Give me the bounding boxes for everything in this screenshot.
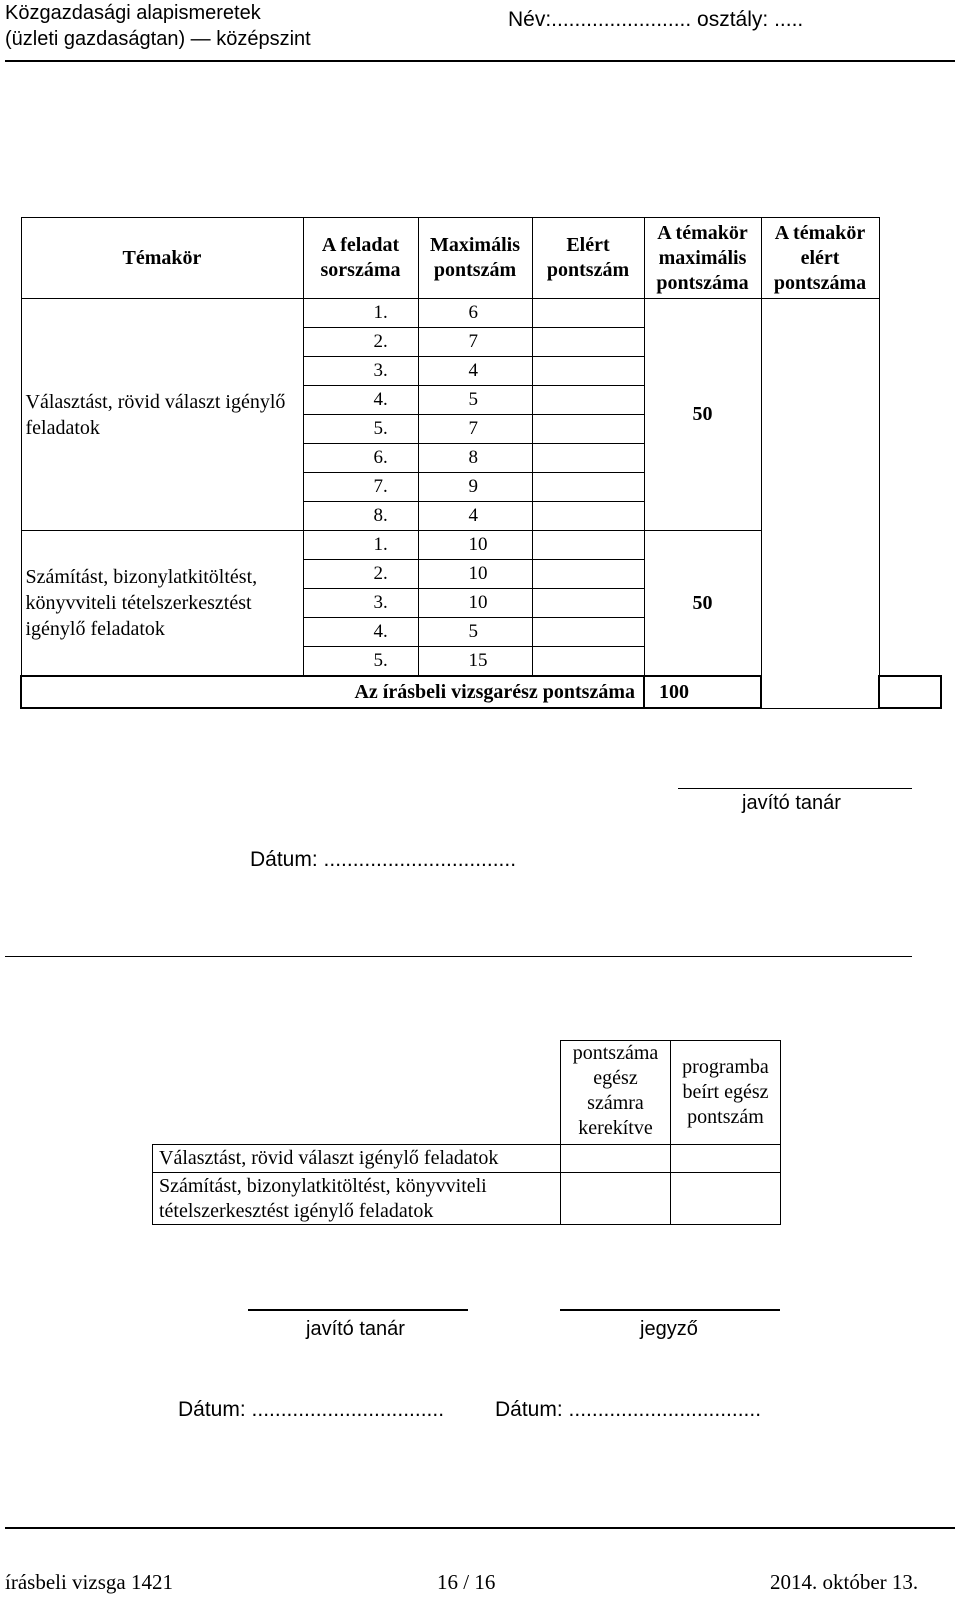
signature-line-teacher <box>248 1309 468 1311</box>
rounded-score-cell[interactable] <box>561 1173 671 1225</box>
task-achieved[interactable] <box>532 502 644 531</box>
task-achieved[interactable] <box>532 618 644 647</box>
rounded-score-cell[interactable] <box>561 1145 671 1173</box>
header-subject-line2: (üzleti gazdaságtan) — középszint <box>5 28 311 50</box>
table-row <box>153 1173 781 1225</box>
footer-date: 2014. október 13. <box>770 1570 919 1594</box>
date-field[interactable]: Dátum: ................................. <box>178 1398 445 1421</box>
task-max: 4 <box>418 357 532 386</box>
task-no: 4. <box>303 386 418 415</box>
task-achieved[interactable] <box>532 415 644 444</box>
task-no: 4. <box>303 618 418 647</box>
topic-achieved-cell[interactable] <box>761 299 879 709</box>
header-name-class: Név:........................ osztály: ..... <box>508 8 804 31</box>
task-achieved[interactable] <box>532 299 644 328</box>
date-field[interactable]: Dátum: ................................. <box>495 1398 762 1421</box>
task-no: 6. <box>303 444 418 473</box>
task-no: 2. <box>303 328 418 357</box>
col-achieved-header: Elért pontszám <box>532 218 644 299</box>
task-max: 7 <box>418 328 532 357</box>
table-row <box>21 299 941 328</box>
task-max: 15 <box>418 647 532 677</box>
task-max: 8 <box>418 444 532 473</box>
section-divider <box>5 956 912 957</box>
task-no: 1. <box>303 299 418 328</box>
header-rule <box>5 60 955 62</box>
task-max: 9 <box>418 473 532 502</box>
entered-score-cell[interactable] <box>671 1173 781 1225</box>
footer-rule <box>5 1527 955 1529</box>
task-achieved[interactable] <box>532 386 644 415</box>
footer-exam-id: írásbeli vizsga 1421 <box>5 1570 173 1594</box>
rounded-score-table <box>152 1040 781 1225</box>
topic-max-cell: 50 <box>644 531 761 677</box>
task-max: 6 <box>418 299 532 328</box>
rounded-row-label: Számítást, bizonylatkitöltést, könyvviteli tételszerkesztést igénylő feladatok <box>153 1173 561 1225</box>
footer-page-number: 16 / 16 <box>437 1570 496 1594</box>
task-achieved[interactable] <box>532 328 644 357</box>
score-table <box>20 217 942 709</box>
task-no: 5. <box>303 415 418 444</box>
col-topic-max-header: A témakör maximális pontszáma <box>644 218 761 299</box>
table-row <box>153 1145 781 1173</box>
entered-score-cell[interactable] <box>671 1145 781 1173</box>
col-rounded-header: pontszáma egész számra kerekítve <box>561 1041 671 1145</box>
score-table-header <box>21 218 941 299</box>
date-field[interactable]: Dátum: ................................. <box>250 848 517 871</box>
rounded-score-header <box>153 1041 781 1145</box>
task-max: 4 <box>418 502 532 531</box>
total-value: 100 <box>644 676 761 708</box>
task-max: 5 <box>418 618 532 647</box>
col-topic-achieved-header: A témakör elért pontszáma <box>761 218 879 299</box>
task-max: 10 <box>418 531 532 560</box>
task-no: 1. <box>303 531 418 560</box>
signature-label-notary: jegyző <box>640 1318 698 1340</box>
page-header-subject <box>5 0 311 52</box>
header-subject-line1: Közgazdasági alapismeretek <box>5 2 261 24</box>
task-achieved[interactable] <box>532 647 644 677</box>
rounded-row-label: Választást, rövid választ igénylő feladatok <box>153 1145 561 1173</box>
topic-cell: Választást, rövid választ igénylő feladatok <box>21 299 303 531</box>
total-achieved[interactable] <box>879 676 941 708</box>
task-max: 5 <box>418 386 532 415</box>
task-no: 2. <box>303 560 418 589</box>
signature-label-teacher: javító tanár <box>742 792 841 814</box>
topic-cell: Számítást, bizonylatkitöltést, könyvviteli tételszerkesztést igénylő feladatok <box>21 531 303 677</box>
signature-line <box>678 788 912 789</box>
col-entered-header: programba beírt egész pontszám <box>671 1041 781 1145</box>
task-max: 7 <box>418 415 532 444</box>
col-task-no-header: A feladat sorszáma <box>303 218 418 299</box>
task-achieved[interactable] <box>532 444 644 473</box>
task-no: 3. <box>303 357 418 386</box>
signature-line-notary <box>560 1309 780 1311</box>
task-no: 3. <box>303 589 418 618</box>
task-achieved[interactable] <box>532 357 644 386</box>
col-topic-header: Témakör <box>21 218 303 299</box>
task-achieved[interactable] <box>532 531 644 560</box>
task-no: 7. <box>303 473 418 502</box>
task-max: 10 <box>418 560 532 589</box>
task-max: 10 <box>418 589 532 618</box>
task-no: 8. <box>303 502 418 531</box>
total-label: Az írásbeli vizsgarész pontszáma <box>21 676 644 708</box>
task-achieved[interactable] <box>532 473 644 502</box>
signature-label-teacher: javító tanár <box>306 1318 405 1340</box>
col-max-header: Maximális pontszám <box>418 218 532 299</box>
task-achieved[interactable] <box>532 589 644 618</box>
task-no: 5. <box>303 647 418 677</box>
task-achieved[interactable] <box>532 560 644 589</box>
topic-max-cell: 50 <box>644 299 761 531</box>
